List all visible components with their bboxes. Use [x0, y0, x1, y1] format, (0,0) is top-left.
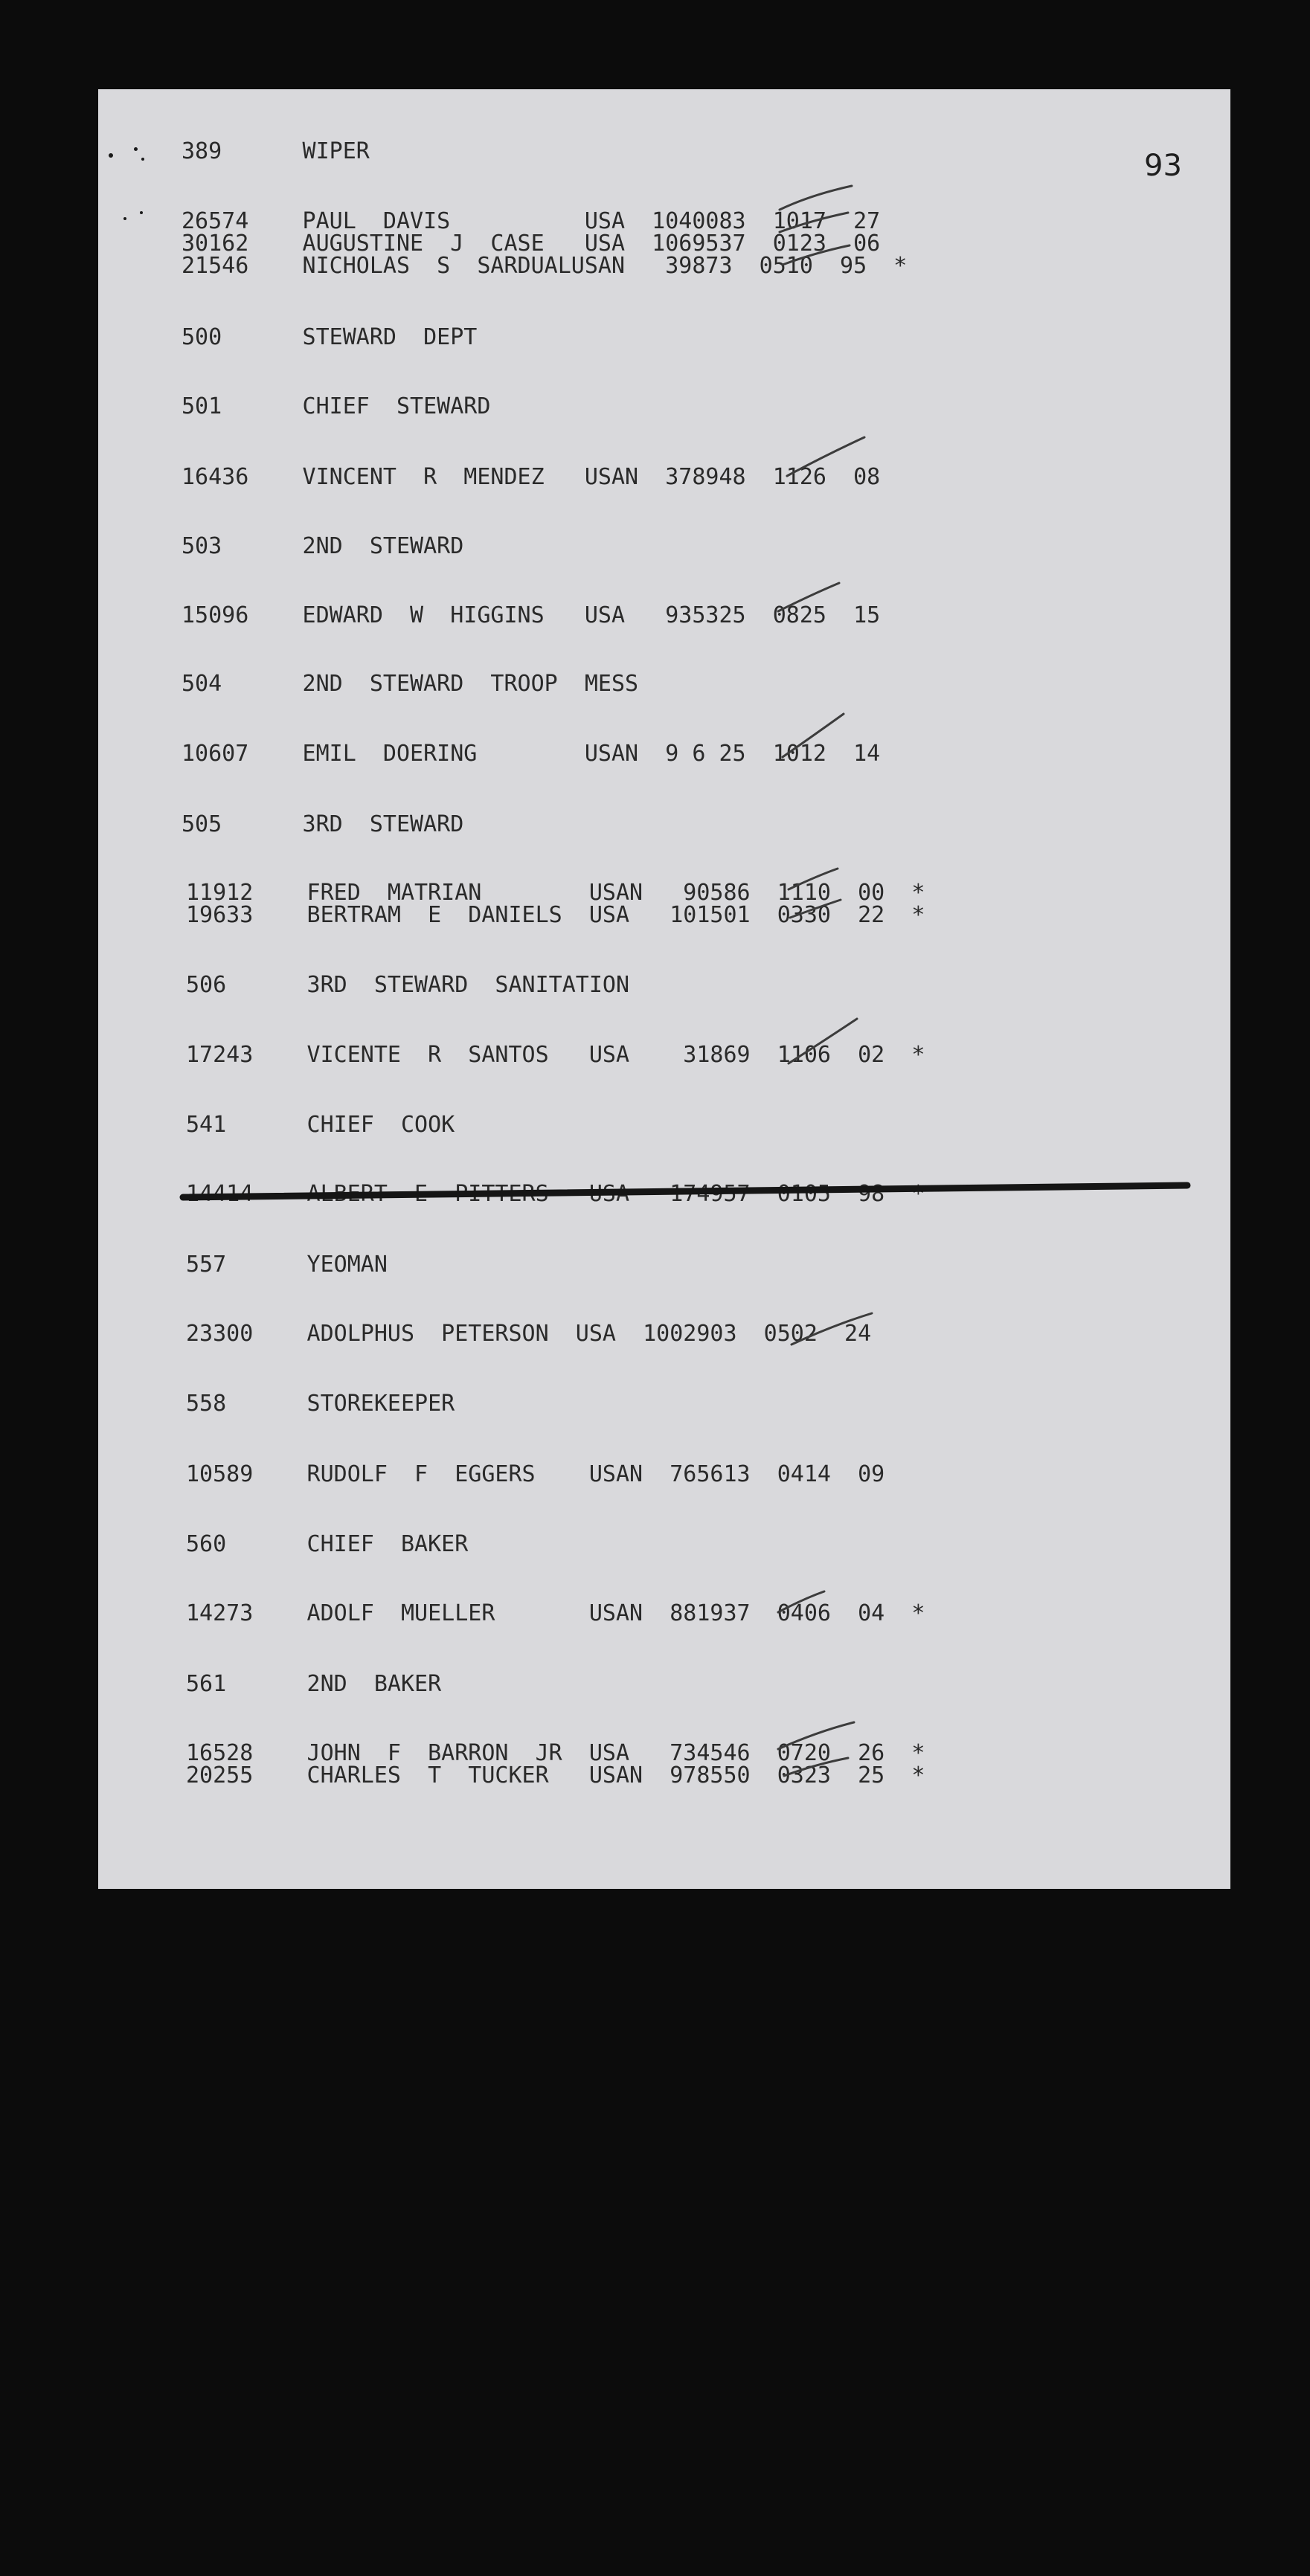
record-line: 19633 BERTRAM E DANIELS USA 101501 0330 22 *: [186, 902, 925, 928]
record-line: 503 2ND STEWARD: [182, 533, 464, 559]
page-number: 93: [1144, 149, 1182, 183]
record-line: 14414 ALBERT E PITTERS USA 174957 0105 98 *: [186, 1181, 925, 1207]
record-line: 557 YEOMAN: [186, 1252, 388, 1278]
record-line: 500 STEWARD DEPT: [182, 324, 478, 350]
record-line: 23300 ADOLPHUS PETERSON USA 1002903 0502 24: [186, 1321, 872, 1347]
record-line: 26574 PAUL DAVIS USA 1040083 1017 27: [182, 208, 881, 234]
record-line: 505 3RD STEWARD: [182, 811, 464, 837]
record-line: 17243 VICENTE R SANTOS USA 31869 1106 02 *: [186, 1042, 925, 1068]
record-line: 10607 EMIL DOERING USAN 9 6 25 1012 14: [182, 741, 881, 767]
record-line: 20255 CHARLES T TUCKER USAN 978550 0323 25 *: [186, 1762, 925, 1788]
record-line: 16528 JOHN F BARRON JR USA 734546 0720 26 *: [186, 1740, 925, 1766]
record-line: 389 WIPER: [182, 138, 370, 164]
record-line: 21546 NICHOLAS S SARDUALUSAN 39873 0510 95 *: [182, 253, 908, 279]
record-line: 506 3RD STEWARD SANITATION: [186, 972, 630, 998]
record-line: 15096 EDWARD W HIGGINS USA 935325 0825 15: [182, 602, 881, 628]
record-line: 16436 VINCENT R MENDEZ USAN 378948 1126 08: [182, 464, 881, 490]
record-line: 11912 FRED MATRIAN USAN 90586 1110 00 *: [186, 880, 925, 906]
record-line: 14273 ADOLF MUELLER USAN 881937 0406 04 *: [186, 1600, 925, 1626]
record-line: 561 2ND BAKER: [186, 1671, 442, 1697]
record-line: 504 2ND STEWARD TROOP MESS: [182, 671, 639, 697]
record-line: 560 CHIEF BAKER: [186, 1531, 469, 1557]
record-line: 10589 RUDOLF F EGGERS USAN 765613 0414 09: [186, 1461, 885, 1487]
record-line: 541 CHIEF COOK: [186, 1112, 455, 1138]
record-line: 501 CHIEF STEWARD: [182, 393, 491, 419]
record-line: 30162 AUGUSTINE J CASE USA 1069537 0123 06: [182, 231, 881, 257]
record-line: 558 STOREKEEPER: [186, 1391, 455, 1417]
